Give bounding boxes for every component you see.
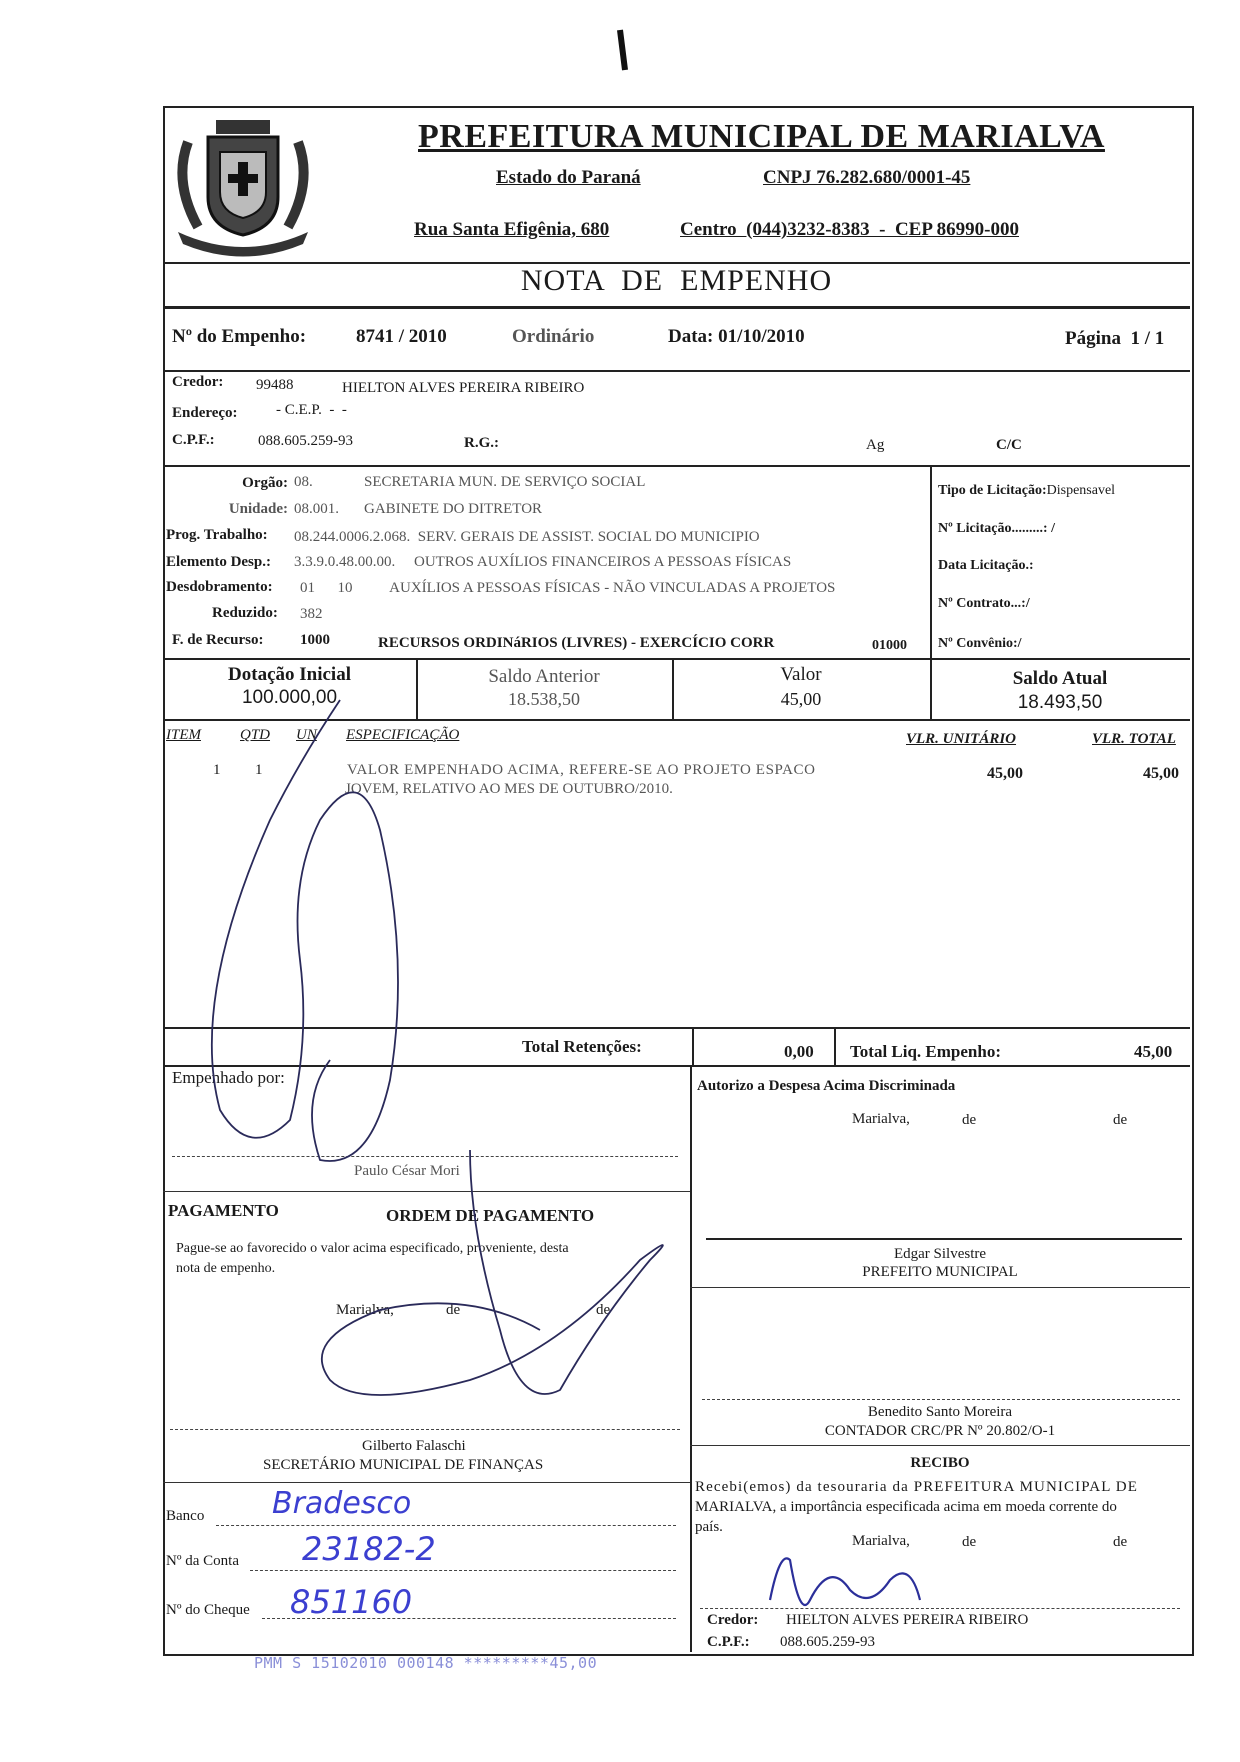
- unidade-name: GABINETE DO DITRETOR: [364, 501, 543, 517]
- district-phone-cep: Centro (044)3232-8383 - CEP 86990-000: [680, 219, 1019, 240]
- recurso-name: RECURSOS ORDINáRIOS (LIVRES) - EXERCÍCIO CORR: [378, 635, 775, 651]
- pagamento-de-2: de: [596, 1302, 611, 1318]
- pagamento-de-1: de: [446, 1302, 461, 1318]
- desdobramento-label: Desdobramento:: [166, 579, 273, 595]
- col-vlr-total: VLR. TOTAL: [1092, 731, 1176, 747]
- secretario-title: SECRETÁRIO MUNICIPAL DE FINANÇAS: [263, 1457, 544, 1473]
- recibo-cpf-value: 088.605.259-93: [780, 1634, 875, 1650]
- item-number: 1: [213, 762, 221, 778]
- ag-label: Ag: [866, 437, 885, 453]
- recibo-credor-label: Credor:: [707, 1612, 759, 1628]
- empenho-date: Data: 01/10/2010: [668, 326, 805, 347]
- recibo-de-1: de: [962, 1534, 977, 1550]
- autorizo-label: Autorizo a Despesa Acima Discriminada: [697, 1078, 956, 1094]
- valor-value: 45,00: [780, 689, 822, 709]
- item-spec-line-1: VALOR EMPENHADO ACIMA, REFERE-SE AO PROJETO ESPACO: [347, 762, 816, 778]
- prog-trabalho-value: 08.244.0006.2.068. SERV. GERAIS DE ASSIST. SOCIAL DO MUNICIPIO: [294, 529, 760, 545]
- saldo-anterior-label: Saldo Anterior: [488, 666, 600, 687]
- recibo-title: RECIBO: [910, 1455, 970, 1471]
- empenho-number-label: Nº do Empenho:: [172, 326, 307, 347]
- orgao-label: Orgão:: [242, 475, 288, 491]
- recibo-text-line-3: país.: [695, 1519, 723, 1535]
- numero-convenio: Nº Convênio:/: [938, 636, 1022, 651]
- prefeitura-title: PREFEITURA MUNICIPAL DE MARIALVA: [418, 118, 1105, 155]
- col-especificacao: ESPECIFICAÇÃO: [346, 727, 460, 743]
- item-spec-line-2: JOVEM, RELATIVO AO MES DE OUTUBRO/2010.: [345, 781, 673, 797]
- item-qtd: 1: [255, 762, 263, 778]
- autorizo-city: Marialva,: [852, 1111, 910, 1127]
- total-retencoes-label: Total Retenções:: [522, 1037, 642, 1056]
- credor-label: Credor:: [172, 374, 224, 390]
- contador-title: CONTADOR CRC/PR Nº 20.802/O-1: [824, 1423, 1056, 1439]
- machine-stamp: PMM S 15102010 000148 *********45,00: [254, 1654, 598, 1672]
- empenhado-por-label: Empenhado por:: [172, 1068, 285, 1087]
- numero-contrato: Nº Contrato...:/: [938, 596, 1030, 611]
- col-item: ITEM: [166, 727, 201, 743]
- document-title: NOTA DE EMPENHO: [520, 264, 833, 297]
- saldo-anterior-value: 18.538,50: [508, 689, 580, 709]
- cpf-value: 088.605.259-93: [258, 433, 353, 449]
- recurso-label: F. de Recurso:: [172, 632, 264, 648]
- ordem-pagamento-label: ORDEM DE PAGAMENTO: [386, 1206, 595, 1225]
- recibo-de-2: de: [1113, 1534, 1128, 1550]
- banco-label: Banco: [166, 1508, 205, 1524]
- item-total-value: 45,00: [1143, 765, 1179, 782]
- total-liquido-label: Total Liq. Empenho:: [850, 1042, 1001, 1061]
- dotacao-inicial-value: 100.000,00: [241, 687, 338, 708]
- endereco-value: - C.E.P. - -: [276, 402, 347, 418]
- credor-name: HIELTON ALVES PEREIRA RIBEIRO: [342, 380, 585, 396]
- recibo-text-line-1: Recebi(emos) da tesouraria da PREFEITURA MUNICIPAL DE: [695, 1479, 1138, 1495]
- col-vlr-unitario: VLR. UNITÁRIO: [906, 731, 1017, 747]
- item-unit-value: 45,00: [987, 765, 1023, 782]
- tipo-licitacao-label: Tipo de Licitação:: [938, 483, 1047, 498]
- saldo-atual-value: 18.493,50: [1017, 692, 1103, 713]
- pagamento-text-line-1: Pague-se ao favorecido o valor acima especificado, proveniente, desta: [176, 1241, 569, 1256]
- cpf-label: C.P.F.:: [172, 432, 215, 448]
- total-retencoes-value: 0,00: [784, 1042, 814, 1061]
- elemento-value: 3.3.9.0.48.00.00. OUTROS AUXÍLIOS FINANCEIROS A PESSOAS FÍSICAS: [294, 554, 792, 570]
- pagamento-city: Marialva,: [336, 1302, 394, 1318]
- prefeito-title: PREFEITO MUNICIPAL: [862, 1264, 1018, 1280]
- recibo-text-line-2: MARIALVA, a importância especificada acima em moeda corrente do: [695, 1499, 1117, 1515]
- recibo-city: Marialva,: [852, 1533, 910, 1549]
- total-liquido-value: 45,00: [1134, 1042, 1173, 1061]
- prog-trabalho-label: Prog. Trabalho:: [166, 527, 268, 543]
- unidade-label: Unidade:: [228, 501, 288, 517]
- numero-licitacao: Nº Licitação.........: /: [938, 521, 1055, 536]
- cheque-label: Nº do Cheque: [166, 1602, 250, 1618]
- pagamento-label: PAGAMENTO: [168, 1201, 279, 1220]
- tipo-licitacao-value: Dispensavel: [1046, 483, 1116, 498]
- data-licitacao: Data Licitação.:: [938, 558, 1034, 573]
- reduzido-value: 382: [300, 606, 323, 622]
- cheque-value: 851160: [290, 1583, 413, 1621]
- cc-label: C/C: [996, 437, 1022, 453]
- endereco-label: Endereço:: [172, 405, 238, 421]
- credor-code: 99488: [256, 377, 294, 393]
- empenho-number: 8741 / 2010: [356, 326, 447, 347]
- desdobramento-value: 01 10 AUXÍLIOS A PESSOAS FÍSICAS - NÃO VINCULADAS A PROJETOS: [300, 580, 836, 596]
- cnpj-label: CNPJ 76.282.680/0001-45: [763, 167, 971, 188]
- recibo-cpf-label: C.P.F.:: [707, 1634, 750, 1650]
- secretario-name: Gilberto Falaschi: [362, 1438, 466, 1454]
- banco-value: Bradesco: [272, 1486, 412, 1521]
- empenhado-por-name: Paulo César Mori: [354, 1163, 460, 1179]
- pagamento-text-line-2: nota de empenho.: [176, 1261, 276, 1276]
- conta-label: Nº da Conta: [166, 1553, 239, 1569]
- street-address: Rua Santa Efigênia, 680: [414, 219, 610, 240]
- orgao-name: SECRETARIA MUN. DE SERVIÇO SOCIAL: [364, 474, 646, 490]
- page-number: Página 1 / 1: [1065, 328, 1165, 349]
- orgao-code: 08.: [294, 474, 313, 490]
- unidade-code: 08.001.: [294, 501, 339, 517]
- elemento-label: Elemento Desp.:: [166, 554, 271, 570]
- saldo-atual-label: Saldo Atual: [1012, 668, 1108, 689]
- recibo-credor-name: HIELTON ALVES PEREIRA RIBEIRO: [786, 1612, 1029, 1628]
- col-un: UN: [296, 727, 317, 743]
- col-qtd: QTD: [240, 727, 271, 743]
- recurso-code-2: 01000: [872, 638, 907, 653]
- valor-label: Valor: [780, 664, 822, 685]
- contador-name: Benedito Santo Moreira: [867, 1404, 1013, 1420]
- dotacao-inicial-label: Dotação Inicial: [228, 664, 351, 685]
- state-label: Estado do Paraná: [496, 167, 641, 188]
- conta-value: 23182-2: [302, 1530, 436, 1568]
- recurso-code: 1000: [300, 632, 330, 648]
- prefeito-name: Edgar Silvestre: [893, 1246, 987, 1262]
- reduzido-label: Reduzido:: [212, 605, 278, 621]
- rg-label: R.G.:: [464, 435, 499, 451]
- empenho-type: Ordinário: [512, 326, 595, 347]
- autorizo-de-1: de: [962, 1112, 977, 1128]
- autorizo-de-2: de: [1113, 1112, 1128, 1128]
